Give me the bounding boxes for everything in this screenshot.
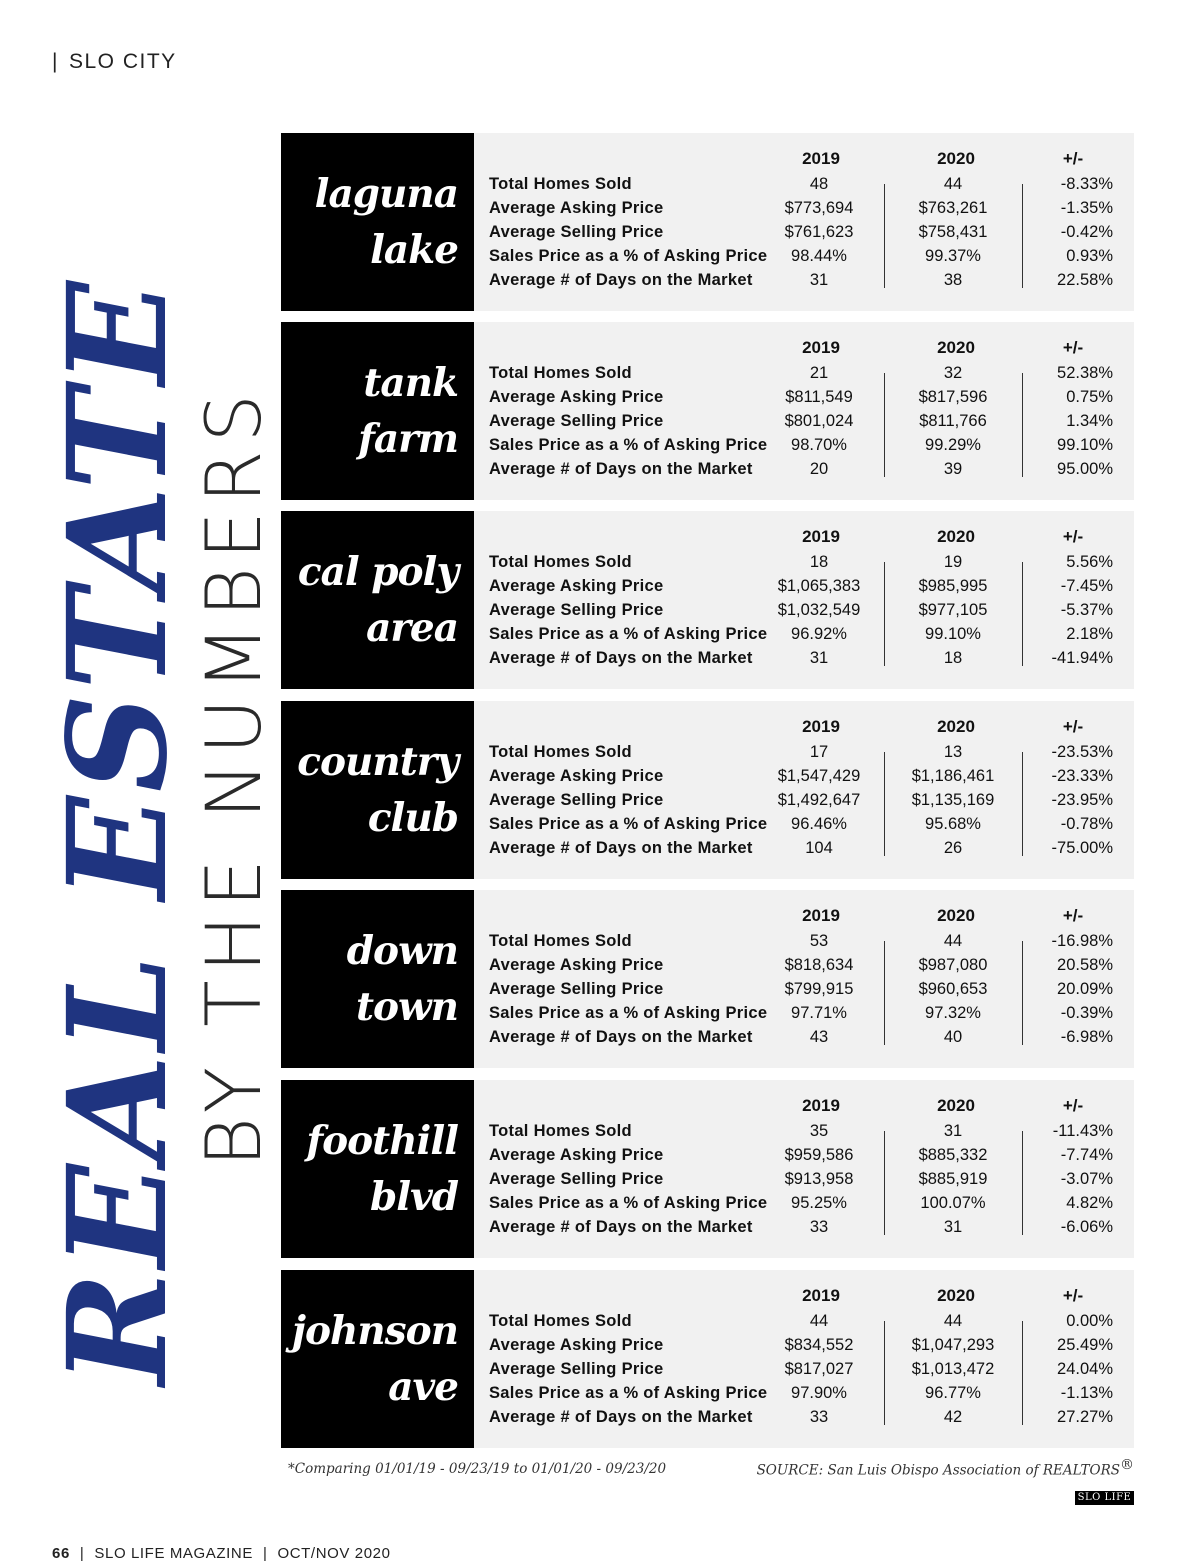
col-header-change: +/- [1062,149,1084,168]
value-2019: $1,492,647 [777,791,861,809]
stat-row [489,244,1119,268]
stat-label: Average # of Days on the Market [489,1408,753,1426]
value-2019: $834,552 [784,1336,854,1354]
value-2020: $977,105 [918,601,988,619]
stat-row [489,1215,1119,1239]
source-text: SOURCE: San Luis Obispo Association of REALTORS [756,1462,1120,1479]
stat-row [489,598,1119,622]
value-change: 52.38% [1057,364,1113,382]
stat-row [489,457,1119,481]
value-change: 4.82% [1066,1194,1113,1212]
stat-row [489,361,1119,385]
value-2020: 31 [943,1218,963,1236]
value-change: 0.93% [1066,247,1113,265]
stat-row [489,788,1119,812]
stat-label: Total Homes Sold [489,743,632,761]
value-2020: $960,653 [918,980,988,998]
neighborhood-block [281,1270,1134,1448]
value-change: -6.98% [1060,1028,1113,1046]
col-header-2019: 2019 [802,527,840,546]
value-2019: $811,549 [785,388,853,406]
source-note [757,1457,1134,1479]
value-change: 99.10% [1057,436,1113,454]
neighborhood-name [281,322,474,500]
value-2019: 97.90% [791,1384,847,1402]
value-2020: 44 [943,932,963,950]
neighborhood-name-line2: club [367,795,458,841]
value-change: -11.43% [1052,1122,1113,1140]
value-change: -0.39% [1060,1004,1113,1022]
neighborhood-name-line2: ave [388,1364,458,1410]
col-header-2019: 2019 [802,906,840,925]
stat-label: Total Homes Sold [489,364,632,382]
value-change: 0.75% [1066,388,1113,406]
stat-label: Average Selling Price [489,791,664,809]
value-change: -23.33% [1051,767,1113,785]
value-2019: 96.46% [791,815,847,833]
value-2019: 43 [809,1028,829,1046]
value-2019: 31 [809,271,829,289]
value-2019: 33 [809,1218,829,1236]
value-2020: 13 [943,743,963,761]
col-header-2020: 2020 [937,1286,975,1305]
value-change: -8.33% [1060,175,1113,193]
value-2019: 33 [809,1408,829,1426]
value-2020: 99.37% [925,247,981,265]
neighborhood-name-line2: farm [358,416,458,462]
stat-label: Sales Price as a % of Asking Price [489,1384,768,1402]
stat-row [489,172,1119,196]
value-2020: $885,332 [918,1146,988,1164]
stat-row [489,929,1119,953]
section-label [52,50,177,74]
neighborhood-block [281,322,1134,500]
value-2019: 17 [809,743,829,761]
value-2019: 95.25% [791,1194,847,1212]
value-2020: $1,135,169 [911,791,995,809]
neighborhood-block [281,890,1134,1068]
stat-label: Average Asking Price [489,1146,664,1164]
col-header-2020: 2020 [937,338,975,357]
value-2020: $763,261 [918,199,988,217]
value-2020: $811,766 [919,412,987,430]
stat-row [489,1001,1119,1025]
value-2020: 95.68% [925,815,981,833]
stat-label: Average Asking Price [489,388,664,406]
value-change: 24.04% [1057,1360,1113,1378]
issue-date: OCT/NOV 2020 [277,1545,391,1562]
value-2020: $758,431 [918,223,988,241]
value-change: 20.09% [1057,980,1113,998]
stat-label: Total Homes Sold [489,1312,632,1330]
col-header-2020: 2020 [937,527,975,546]
stat-label: Average Asking Price [489,767,664,785]
stat-row [489,1167,1119,1191]
value-change: -41.94% [1051,649,1113,667]
value-2020: 40 [943,1028,963,1046]
stat-row [489,1381,1119,1405]
stat-row [489,196,1119,220]
value-2020: 44 [943,1312,963,1330]
col-header-change: +/- [1062,527,1084,546]
col-header-2019: 2019 [802,149,840,168]
value-2019: 20 [809,460,829,478]
stat-row [489,574,1119,598]
neighborhood-name-line1: laguna [314,171,458,217]
col-header-2019: 2019 [802,338,840,357]
stat-label: Average Asking Price [489,577,664,595]
stat-row [489,1191,1119,1215]
stat-label: Sales Price as a % of Asking Price [489,247,768,265]
registered-mark: ® [1120,1457,1134,1473]
stat-label: Average # of Days on the Market [489,460,753,478]
value-2020: 42 [943,1408,963,1426]
stat-label: Average # of Days on the Market [489,271,753,289]
value-2020: $987,080 [918,956,988,974]
neighborhood-name-line2: area [366,605,458,651]
value-2020: 19 [943,553,963,571]
value-change: 22.58% [1057,271,1113,289]
neighborhood-name-line1: foothill [306,1118,458,1164]
neighborhood-name [281,1270,474,1448]
value-2019: 48 [809,175,829,193]
value-2020: $1,186,461 [911,767,995,785]
stat-row [489,385,1119,409]
stat-label: Sales Price as a % of Asking Price [489,436,768,454]
stats-rows [489,1119,1119,1239]
value-2020: 26 [943,839,963,857]
value-2020: 100.07% [920,1194,986,1212]
col-header-2020: 2020 [937,906,975,925]
value-change: 1.34% [1066,412,1113,430]
value-change: -7.74% [1060,1146,1113,1164]
stat-label: Average Selling Price [489,1360,664,1378]
value-2019: $913,958 [784,1170,854,1188]
stat-row [489,220,1119,244]
value-change: -23.95% [1051,791,1113,809]
value-2019: 44 [809,1312,829,1330]
stat-label: Average Asking Price [489,1336,664,1354]
value-change: 95.00% [1057,460,1113,478]
value-2020: $1,047,293 [911,1336,995,1354]
stats-rows [489,172,1119,292]
stat-label: Sales Price as a % of Asking Price [489,1194,768,1212]
value-change: 20.58% [1057,956,1113,974]
neighborhood-name [281,701,474,879]
stat-row [489,622,1119,646]
value-2019: $1,547,429 [777,767,861,785]
value-2019: $801,024 [784,412,854,430]
value-change: -5.37% [1060,601,1113,619]
stat-row [489,1357,1119,1381]
stat-label: Total Homes Sold [489,932,632,950]
neighborhood-name [281,511,474,689]
value-2020: $885,919 [918,1170,988,1188]
stat-row [489,953,1119,977]
value-2019: 35 [809,1122,829,1140]
stats-rows [489,1309,1119,1429]
value-2019: 98.70% [791,436,847,454]
value-2020: 39 [943,460,963,478]
neighborhood-name-line1: tank [363,360,458,406]
side-title-main: REAL ESTATE [38,277,198,1385]
neighborhood-name [281,1080,474,1258]
value-2019: 18 [809,553,829,571]
value-2020: 44 [943,175,963,193]
col-header-change: +/- [1062,906,1084,925]
stat-row [489,812,1119,836]
neighborhood-name-line1: down [346,928,458,974]
col-header-2019: 2019 [802,1286,840,1305]
stat-label: Sales Price as a % of Asking Price [489,625,768,643]
stats-rows [489,361,1119,481]
neighborhood-name-line1: johnson [291,1308,458,1354]
stat-label: Average Selling Price [489,980,664,998]
value-change: -6.06% [1060,1218,1113,1236]
stat-row [489,1405,1119,1429]
stat-label: Average Asking Price [489,956,664,974]
neighborhood-block [281,133,1134,311]
stats-rows [489,740,1119,860]
value-2019: $761,623 [784,223,854,241]
stat-label: Average Selling Price [489,601,664,619]
col-header-change: +/- [1062,717,1084,736]
stat-label: Average # of Days on the Market [489,839,753,857]
page-footer [52,1545,391,1562]
stat-label: Average Selling Price [489,1170,664,1188]
stat-row [489,740,1119,764]
stat-row [489,1025,1119,1049]
stat-row [489,550,1119,574]
footer-divider: | [262,1545,268,1562]
value-2020: 96.77% [925,1384,981,1402]
stat-row [489,1333,1119,1357]
value-2019: 104 [805,839,833,857]
comparison-note: *Comparing 01/01/19 - 09/23/19 to 01/01/20 - 09/23/20 [288,1461,667,1477]
col-header-change: +/- [1062,338,1084,357]
stat-row [489,764,1119,788]
value-2020: 99.10% [925,625,981,643]
stat-row [489,1309,1119,1333]
value-2019: 31 [809,649,829,667]
magazine-name: SLO LIFE MAGAZINE [94,1545,253,1562]
neighborhood-name-line1: cal poly [297,549,458,595]
section-divider: | [52,50,59,73]
stat-label: Average # of Days on the Market [489,1218,753,1236]
side-title-sub: BY THE NUMBERS [189,386,278,1167]
value-change: -7.45% [1060,577,1113,595]
value-change: 0.00% [1066,1312,1113,1330]
value-change: -75.00% [1051,839,1113,857]
neighborhood-name-line2: lake [370,227,458,273]
stat-row [489,836,1119,860]
stat-label: Average Selling Price [489,223,664,241]
neighborhood-name-line2: town [356,984,458,1030]
value-2020: 32 [943,364,963,382]
neighborhood-name-line2: blvd [369,1174,458,1220]
value-2019: 21 [809,364,829,382]
stat-row [489,409,1119,433]
stat-label: Total Homes Sold [489,1122,632,1140]
stat-row [489,977,1119,1001]
stat-label: Total Homes Sold [489,553,632,571]
value-2020: 97.32% [925,1004,981,1022]
stats-rows [489,929,1119,1049]
neighborhood-name-line1: country [297,739,458,785]
value-change: -23.53% [1051,743,1113,761]
value-2020: $1,013,472 [911,1360,995,1378]
neighborhood-block [281,701,1134,879]
slo-life-logo: SLO LIFE [1075,1491,1134,1505]
col-header-2019: 2019 [802,1096,840,1115]
value-2019: 53 [809,932,829,950]
value-2019: $817,027 [784,1360,854,1378]
stat-row [489,1143,1119,1167]
stat-label: Sales Price as a % of Asking Price [489,815,768,833]
value-2020: 38 [943,271,963,289]
neighborhood-block [281,511,1134,689]
value-2019: 98.44% [791,247,847,265]
value-change: 27.27% [1057,1408,1113,1426]
value-2019: $1,032,549 [777,601,861,619]
stat-label: Total Homes Sold [489,175,632,193]
value-change: -3.07% [1060,1170,1113,1188]
neighborhood-name [281,890,474,1068]
col-header-change: +/- [1062,1286,1084,1305]
neighborhood-name [281,133,474,311]
col-header-2020: 2020 [937,1096,975,1115]
value-change: -0.42% [1060,223,1113,241]
section-name: SLO CITY [68,50,177,73]
value-change: 2.18% [1066,625,1113,643]
stat-row [489,268,1119,292]
value-2019: $773,694 [784,199,854,217]
value-2020: 99.29% [925,436,981,454]
stat-label: Average Selling Price [489,412,664,430]
col-header-2019: 2019 [802,717,840,736]
value-2019: $818,634 [784,956,854,974]
value-2019: 97.71% [791,1004,847,1022]
stats-rows [489,550,1119,670]
value-2019: $959,586 [784,1146,854,1164]
value-change: -1.35% [1060,199,1113,217]
neighborhood-block [281,1080,1134,1258]
footer-divider: | [79,1545,85,1562]
value-change: 25.49% [1057,1336,1113,1354]
col-header-2020: 2020 [937,149,975,168]
stat-label: Sales Price as a % of Asking Price [489,1004,768,1022]
stat-label: Average Asking Price [489,199,664,217]
col-header-2020: 2020 [937,717,975,736]
value-change: 5.56% [1066,553,1113,571]
page-number: 66 [52,1545,70,1562]
value-2019: $799,915 [784,980,854,998]
stat-label: Average # of Days on the Market [489,649,753,667]
value-change: -0.78% [1060,815,1113,833]
value-change: -1.13% [1060,1384,1113,1402]
value-2020: 18 [943,649,963,667]
col-header-change: +/- [1062,1096,1084,1115]
value-change: -16.98% [1051,932,1113,950]
stat-row [489,433,1119,457]
stat-label: Average # of Days on the Market [489,1028,753,1046]
value-2020: 31 [943,1122,963,1140]
value-2020: $985,995 [918,577,988,595]
value-2019: 96.92% [791,625,847,643]
value-2019: $1,065,383 [777,577,861,595]
value-2020: $817,596 [918,388,988,406]
stat-row [489,646,1119,670]
stat-row [489,1119,1119,1143]
